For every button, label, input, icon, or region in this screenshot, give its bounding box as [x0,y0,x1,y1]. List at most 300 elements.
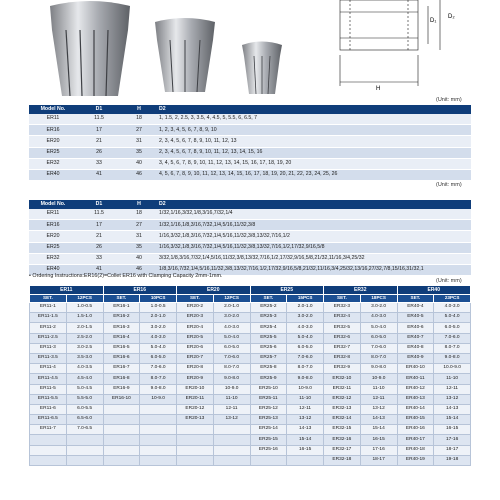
set-code-cell: ER20-3 [177,313,214,323]
set-code-cell: ER20-5 [177,333,214,343]
set-code-cell: ER40-8 [397,343,434,353]
set-group-er40: ER40 [397,286,471,295]
d2-cell: 4, 5, 6, 7, 8, 9, 10, 11, 12, 13, 14, 15, 16, 17, 18, 19, 20, 21, 22, 23, 24, 25, 26 [157,169,471,180]
set-label: SET. [30,295,67,303]
set-code-cell: ER25-4 [250,323,287,333]
table-row [30,374,471,384]
model-cell: ER25 [29,242,77,253]
h-cell: 31 [121,231,157,242]
set-code-cell: ER16-5 [103,343,140,353]
set-group-er16: ER16 [103,286,177,295]
range-cell: 6.0-5.0 [434,323,471,333]
range-cell: 12-11 [360,394,397,404]
range-cell: 12-11 [287,404,324,414]
range-cell: 18-17 [434,445,471,455]
set-code-cell: ER25-2 [250,303,287,313]
set-code-cell: ER11-3 [30,343,67,353]
set-label: SET. [324,295,361,303]
pcs-label: 12PCS [213,295,250,303]
set-code-cell: ER20-12 [177,404,214,414]
model-cell: ER32 [29,253,77,264]
set-code-cell: ER16-10 [103,394,140,404]
range-cell [140,404,177,414]
table-row [30,353,471,363]
set-code-cell [30,435,67,445]
table-header-row [29,105,471,114]
set-code-cell: ER32-5 [324,323,361,333]
range-cell: 9.0-8.0 [287,374,324,384]
set-table-body [30,303,471,466]
set-code-cell: ER32-7 [324,343,361,353]
set-code-cell: ER32-15 [324,425,361,435]
d1-cell: 17 [77,220,121,231]
set-code-cell: ER11-5 [30,384,67,394]
range-cell: 4.5-4.0 [66,374,103,384]
set-code-cell [177,455,214,465]
table-row [29,242,471,253]
pcs-label: 18PCS [360,295,397,303]
range-cell: 14-13 [360,415,397,425]
range-cell: 16-15 [434,425,471,435]
range-cell: 6.0-5.0 [140,353,177,363]
set-code-cell: ER40-12 [397,384,434,394]
range-cell: 11-10 [287,394,324,404]
range-cell: 16-15 [287,445,324,455]
table-row [29,147,471,158]
range-cell: 4.0-3.0 [287,323,324,333]
table-row [30,384,471,394]
table-row [30,343,471,353]
range-cell: 2.0-1.0 [287,303,324,313]
d2-cell: 1, 1.5, 2, 2.5, 3, 3.5, 4, 4.5, 5, 5.5, 6, 6.5, 7 [157,114,471,125]
range-cell: 6.5-6.0 [66,415,103,425]
unit-label-3: (Unit: mm) [436,278,462,284]
drawing-label-d1: D₁ [430,18,437,24]
range-cell [140,445,177,455]
range-cell: 1.0-0.5 [140,303,177,313]
range-cell: 3.0-2.0 [287,313,324,323]
range-cell: 14-13 [434,404,471,414]
range-cell: 5.0-4.0 [434,313,471,323]
set-code-cell: ER11-7 [30,425,67,435]
set-code-cell: ER25-9 [250,374,287,384]
drawing-label-d2: D₂ [448,14,455,20]
range-cell: 8.0-7.0 [140,374,177,384]
range-cell: 16-15 [360,435,397,445]
set-code-cell: ER40-6 [397,323,434,333]
set-code-cell: ER20-9 [177,374,214,384]
range-cell: 4.0-3.0 [434,303,471,313]
col-header-h: H [121,200,157,209]
drawing-label-h: H [376,86,381,92]
set-code-cell: ER32-6 [324,333,361,343]
set-code-cell: ER11-4 [30,364,67,374]
table-row [29,220,471,231]
inch-collet-table [29,200,471,276]
set-code-cell: ER40-5 [397,313,434,323]
set-code-cell: ER40-16 [397,425,434,435]
range-cell: 8.0-7.0 [213,364,250,374]
range-cell: 2.0-1.0 [213,303,250,313]
model-cell: ER16 [29,125,77,136]
set-code-cell: ER20-10 [177,384,214,394]
range-cell [66,445,103,455]
set-code-cell [177,435,214,445]
pcs-label: 10PCS [140,295,177,303]
h-cell: 31 [121,136,157,147]
set-code-cell: ER32-4 [324,313,361,323]
set-code-cell: ER20-13 [177,415,214,425]
set-code-cell: ER32-17 [324,445,361,455]
range-cell: 11-10 [360,384,397,394]
set-code-cell: ER25-7 [250,353,287,363]
table-row [29,136,471,147]
range-cell: 13-12 [213,415,250,425]
range-cell: 10-9.0 [140,394,177,404]
set-code-cell: ER16-1 [103,303,140,313]
set-code-cell: ER40-13 [397,394,434,404]
set-code-cell: ER16-9 [103,384,140,394]
set-code-cell: ER20-4 [177,323,214,333]
set-code-cell: ER20-7 [177,353,214,363]
set-code-cell: ER32-14 [324,415,361,425]
range-cell: 10-9.0 [213,384,250,394]
inch-table-body [29,209,471,276]
set-code-cell: ER11-6 [30,404,67,414]
set-code-cell: ER11-2 [30,323,67,333]
set-code-cell [103,404,140,414]
set-subheader-row [30,295,471,303]
model-cell: ER16 [29,220,77,231]
range-cell: 10-9.0 [287,384,324,394]
h-cell: 46 [121,264,157,275]
range-cell: 19-18 [434,455,471,465]
table-row [29,231,471,242]
set-code-cell: ER16-8 [103,374,140,384]
set-code-cell: ER11-3.5 [30,353,67,363]
col-header-d1: D1 [77,200,121,209]
range-cell: 9.0-8.0 [434,353,471,363]
model-cell: ER40 [29,169,77,180]
set-code-cell: ER40-10 [397,364,434,374]
set-code-cell: ER11-4.5 [30,374,67,384]
range-cell: 6.0-5.5 [66,404,103,414]
collet-set-table [29,285,471,466]
set-code-cell: ER40-11 [397,374,434,384]
range-cell: 6.0-5.0 [287,343,324,353]
product-photo-strip [0,0,500,100]
unit-label-1: (Unit: mm) [436,97,462,103]
h-cell: 46 [121,169,157,180]
large-collet-image [50,1,130,96]
set-code-cell: ER20-11 [177,394,214,404]
range-cell: 3.0-2.0 [140,323,177,333]
set-code-cell: ER11-2.5 [30,333,67,343]
col-header-model: Model No. [29,200,77,209]
col-header-d1: D1 [77,105,121,114]
range-cell: 8.0-7.0 [287,364,324,374]
set-code-cell: ER25-15 [250,435,287,445]
range-cell: 6.0-5.0 [360,333,397,343]
d2-cell: 3, 4, 5, 6, 7, 8, 9, 10, 11, 12, 13, 14, 15, 16, 17, 18, 19, 20 [157,158,471,169]
set-code-cell: ER20-8 [177,364,214,374]
table-row [29,125,471,136]
metric-table-body [29,114,471,181]
col-header-h: H [121,105,157,114]
set-label: SET. [250,295,287,303]
set-code-cell: ER11-5.5 [30,394,67,404]
set-code-cell: ER32-16 [324,435,361,445]
set-group-er11: ER11 [30,286,104,295]
set-code-cell: ER20-6 [177,343,214,353]
d2-cell: 3/32,1/8,3/16,7/32,1/4,5/16,11/32,3/8,13/32,7/16,1/2,17/32,9/16,5/8,21/32,11/16,3/4,25/32 [157,253,471,264]
range-cell: 5.0-4.0 [140,343,177,353]
d1-cell: 26 [77,242,121,253]
range-cell: 4.0-3.5 [66,364,103,374]
range-cell [66,435,103,445]
set-code-cell [103,445,140,455]
set-code-cell: ER40-14 [397,404,434,414]
h-cell: 18 [121,209,157,220]
pcs-label: 12PCS [66,295,103,303]
set-code-cell: ER16-2 [103,313,140,323]
model-cell: ER11 [29,209,77,220]
table-row [30,394,471,404]
range-cell: 10.0-9.0 [434,364,471,374]
d2-cell: 1/32,1/16,3/32,1/8,3/16,7/32,1/4 [157,209,471,220]
set-code-cell: ER16-4 [103,333,140,343]
range-cell: 9.0-8.0 [360,364,397,374]
set-code-cell: ER32-13 [324,404,361,414]
range-cell: 5.0-4.0 [287,333,324,343]
set-code-cell: ER32-3 [324,303,361,313]
range-cell [213,425,250,435]
h-cell: 35 [121,147,157,158]
set-group-header-row [30,286,471,295]
range-cell: 15-14 [360,425,397,435]
h-cell: 27 [121,125,157,136]
range-cell: 15-14 [434,415,471,425]
model-cell: ER20 [29,231,77,242]
small-collet-image [242,42,282,95]
h-cell: 40 [121,253,157,264]
set-code-cell: ER40-19 [397,455,434,465]
table-row [29,209,471,220]
set-code-cell [30,445,67,455]
set-code-cell: ER11-6.5 [30,415,67,425]
table-row [29,169,471,180]
range-cell: 4.0-3.0 [140,333,177,343]
set-code-cell: ER25-3 [250,313,287,323]
table-row [30,415,471,425]
set-code-cell: ER40-15 [397,415,434,425]
h-cell: 18 [121,114,157,125]
d2-cell: 1/8,3/16,7/32,1/4,5/16,11/32,3/8,13/32,7/16,1/2,17/32,9/16,5/8,21/32,11/16,3/4,25/32,13/16,27/32,7/8,15/16,31/32,1 [157,264,471,275]
set-code-cell: ER25-8 [250,364,287,374]
range-cell: 13-12 [287,415,324,425]
set-code-cell: ER11-1.5 [30,313,67,323]
d1-cell: 11.5 [77,114,121,125]
collet-illustrations [0,0,500,100]
range-cell: 9.0-8.0 [213,374,250,384]
range-cell: 15-14 [287,435,324,445]
set-code-cell: ER40-18 [397,445,434,455]
model-cell: ER11 [29,114,77,125]
range-cell: 13-12 [434,394,471,404]
range-cell: 5.0-4.5 [66,384,103,394]
d1-cell: 33 [77,158,121,169]
range-cell: 10-9.0 [360,374,397,384]
table-row [30,445,471,455]
set-code-cell: ER32-8 [324,353,361,363]
d2-cell: 1, 2, 3, 4, 5, 6, 7, 8, 9, 10 [157,125,471,136]
range-cell: 3.0-2.0 [360,303,397,313]
d2-cell: 1/16,3/32,1/8,3/16,7/32,1/4,5/16,11/32,3/8,13/32,7/16,1/2 [157,231,471,242]
set-label: SET. [397,295,434,303]
range-cell: 2.5-2.0 [66,333,103,343]
table-header-row [29,200,471,209]
range-cell: 5.0-4.0 [213,333,250,343]
pcs-label: 15PCS [287,295,324,303]
set-code-cell [30,455,67,465]
set-group-er20: ER20 [177,286,251,295]
range-cell: 17-16 [360,445,397,455]
table-row [30,323,471,333]
d2-cell: 2, 3, 4, 5, 6, 7, 8, 9, 10, 11, 12, 13, 14, 15, 16 [157,147,471,158]
range-cell: 6.0-5.0 [213,343,250,353]
model-cell: ER25 [29,147,77,158]
metric-collet-table [29,105,471,181]
set-code-cell: ER40-7 [397,333,434,343]
model-cell: ER20 [29,136,77,147]
range-cell: 7.0-6.0 [434,333,471,343]
d1-cell: 17 [77,125,121,136]
d1-cell: 21 [77,136,121,147]
model-cell: ER40 [29,264,77,275]
set-code-cell: ER25-16 [250,445,287,455]
range-cell: 18-17 [360,455,397,465]
range-cell: 12-11 [434,384,471,394]
set-code-cell: ER25-13 [250,415,287,425]
range-cell: 5.0-4.0 [360,323,397,333]
d1-cell: 33 [77,253,121,264]
range-cell [213,445,250,455]
set-label: SET. [177,295,214,303]
collet-technical-drawing [340,0,440,86]
range-cell: 4.0-3.0 [360,313,397,323]
set-code-cell: ER32-10 [324,374,361,384]
range-cell: 8.0-7.0 [360,353,397,363]
table-row [30,425,471,435]
table-row [30,364,471,374]
range-cell: 1.5-1.0 [66,313,103,323]
set-code-cell: ER40-4 [397,303,434,313]
set-code-cell: ER16-3 [103,323,140,333]
table-row [30,435,471,445]
table-row [30,455,471,465]
range-cell [213,455,250,465]
set-code-cell: ER16-6 [103,353,140,363]
set-code-cell [103,425,140,435]
set-group-er32: ER32 [324,286,398,295]
set-code-cell [103,415,140,425]
col-header-d2: D2 [157,200,471,209]
set-code-cell: ER25-12 [250,404,287,414]
range-cell: 17-16 [434,435,471,445]
col-header-model: Model No. [29,105,77,114]
table-row [29,158,471,169]
range-cell: 2.0-1.5 [66,323,103,333]
range-cell: 7.0-6.5 [66,425,103,435]
d2-cell: 2, 3, 4, 5, 6, 7, 8, 9, 10, 11, 12, 13 [157,136,471,147]
set-code-cell: ER40-17 [397,435,434,445]
h-cell: 27 [121,220,157,231]
h-cell: 35 [121,242,157,253]
set-code-cell: ER32-12 [324,394,361,404]
set-code-cell: ER25-6 [250,343,287,353]
range-cell: 11-10 [434,374,471,384]
medium-collet-image [155,18,215,92]
range-cell: 1.0-0.5 [66,303,103,313]
set-code-cell: ER25-5 [250,333,287,343]
set-code-cell: ER20-2 [177,303,214,313]
range-cell: 4.0-3.0 [213,323,250,333]
range-cell [140,435,177,445]
range-cell: 5.5-5.0 [66,394,103,404]
range-cell [287,455,324,465]
range-cell [213,435,250,445]
range-cell: 2.0-1.0 [140,313,177,323]
set-code-cell: ER32-11 [324,384,361,394]
range-cell: 7.0-6.0 [360,343,397,353]
ordering-instructions: • Ordering Instructions:ER16(2)=Collet ER16 with Clamping Capacity 2mm-1mm. [29,273,223,279]
d1-cell: 11.5 [77,209,121,220]
range-cell: 7.0-6.0 [213,353,250,363]
table-row [30,404,471,414]
d2-cell: 1/32,1/16,1/8,3/16,7/32,1/4,5/16,11/32,3/8 [157,220,471,231]
d1-cell: 26 [77,147,121,158]
range-cell: 3.0-2.0 [213,313,250,323]
d2-cell: 1/16,3/32,1/8,3/16,7/32,1/4,5/16,11/32,3/8,13/32,7/16,1/2,17/32,9/16,5/8 [157,242,471,253]
table-row [29,253,471,264]
table-row [30,313,471,323]
set-code-cell: ER32-9 [324,364,361,374]
range-cell [66,455,103,465]
range-cell: 3.0-2.5 [66,343,103,353]
range-cell: 7.0-6.0 [140,364,177,374]
set-code-cell: ER25-14 [250,425,287,435]
table-row [30,333,471,343]
set-code-cell: ER16-7 [103,364,140,374]
range-cell: 11-10 [213,394,250,404]
set-code-cell: ER11-1 [30,303,67,313]
range-cell: 8.0-7.0 [434,343,471,353]
range-cell [140,425,177,435]
table-row [30,303,471,313]
d1-cell: 41 [77,169,121,180]
range-cell: 14-13 [287,425,324,435]
set-code-cell [103,455,140,465]
range-cell: 7.0-6.0 [287,353,324,363]
set-code-cell: ER25-10 [250,384,287,394]
set-group-er25: ER25 [250,286,324,295]
range-cell: 3.5-3.0 [66,353,103,363]
set-code-cell [103,435,140,445]
set-code-cell: ER40-9 [397,353,434,363]
range-cell [140,415,177,425]
col-header-d2: D2 [157,105,471,114]
set-label: SET. [103,295,140,303]
